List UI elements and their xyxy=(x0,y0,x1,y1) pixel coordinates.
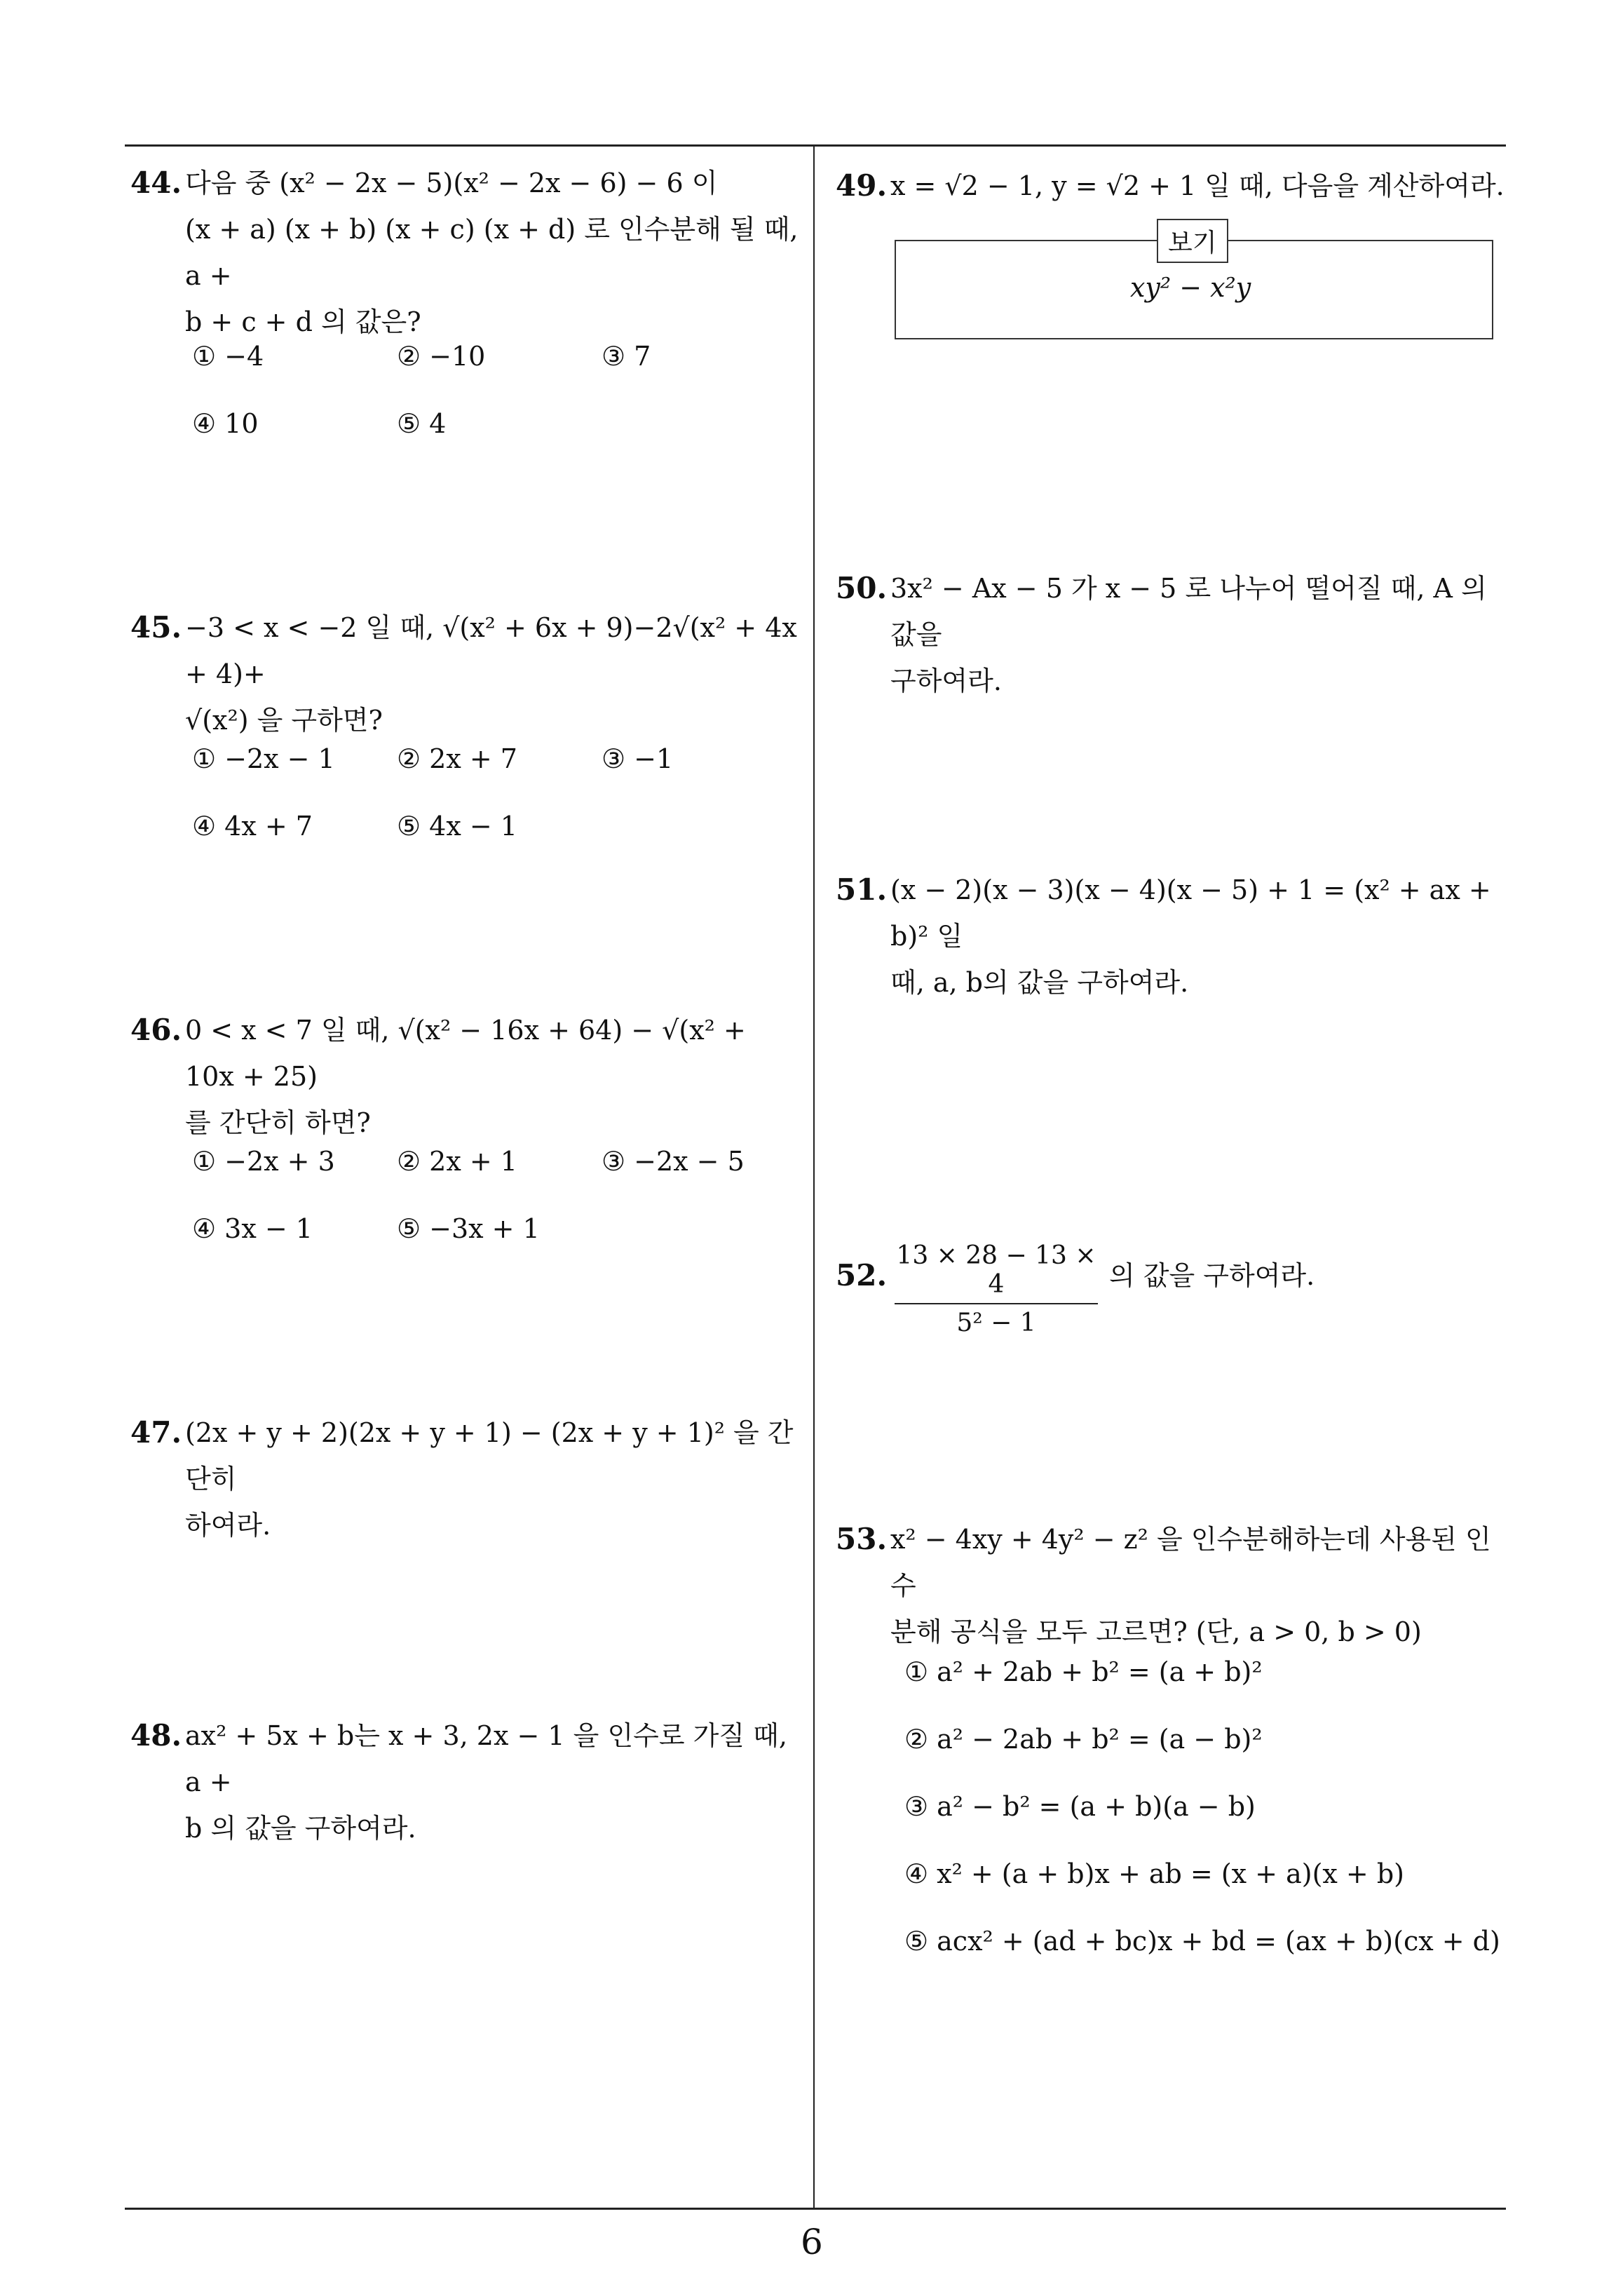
option-4[interactable]: ④ x² + (a + b)x + ab = (x + a)(x + b) xyxy=(904,1858,1404,1889)
fraction xyxy=(895,1241,1098,1337)
option-1[interactable]: ① −2x + 3 xyxy=(192,1146,335,1177)
question-number: 52. xyxy=(836,1258,888,1292)
option-2[interactable]: ② 2x + 1 xyxy=(397,1146,517,1177)
question-number: 48. xyxy=(130,1718,182,1753)
question-51 xyxy=(836,867,1506,1006)
question-47 xyxy=(130,1410,802,1548)
option-3[interactable]: ③ −2x − 5 xyxy=(602,1146,745,1177)
question-number: 44. xyxy=(130,166,182,200)
example-box-expression: xy² − x²y xyxy=(1130,272,1251,303)
question-text-line: 를 간단히 하면? xyxy=(185,1107,371,1138)
bottom-rule xyxy=(125,2208,1506,2210)
question-49 xyxy=(836,163,1506,209)
option-5[interactable]: ⑤ 4x − 1 xyxy=(397,811,517,842)
option-3[interactable]: ③ 7 xyxy=(602,341,651,372)
question-number: 47. xyxy=(130,1415,182,1450)
question-48 xyxy=(130,1713,802,1851)
question-text-line: 다음 중 (x² − 2x − 5)(x² − 2x − 6) − 6 이 xyxy=(185,168,718,198)
question-50 xyxy=(836,565,1506,704)
question-text-line: √(x²) 을 구하면? xyxy=(185,705,383,736)
option-5[interactable]: ⑤ −3x + 1 xyxy=(397,1213,540,1244)
question-text-line: −3 < x < −2 일 때, √(x² + 6x + 9)−2√(x² + 4x + 4)+ xyxy=(185,612,797,689)
question-44 xyxy=(130,160,802,345)
question-text-line: x = √2 − 1, y = √2 + 1 일 때, 다음을 계산하여라. xyxy=(890,170,1505,201)
question-text-line: (2x + y + 2)(2x + y + 1) − (2x + y + 1)² 을 간단히 xyxy=(185,1417,794,1494)
question-number: 53. xyxy=(836,1522,888,1556)
question-number: 51. xyxy=(836,872,888,907)
example-box-title: 보기 xyxy=(1157,219,1228,263)
option-2[interactable]: ② 2x + 7 xyxy=(397,743,517,774)
fraction-numerator: 13 × 28 − 13 × 4 xyxy=(896,1241,1096,1299)
question-text-line: b + c + d 의 값은? xyxy=(185,306,421,337)
fraction-bar xyxy=(895,1303,1098,1304)
top-rule xyxy=(125,144,1506,147)
option-1[interactable]: ① a² + 2ab + b² = (a + b)² xyxy=(904,1656,1263,1687)
option-3[interactable]: ③ −1 xyxy=(602,743,674,774)
question-text-line: (x − 2)(x − 3)(x − 4)(x − 5) + 1 = (x² + ax + b)² 일 xyxy=(890,874,1491,952)
question-text-line: 0 < x < 7 일 때, √(x² − 16x + 64) − √(x² + 10x + 25) xyxy=(185,1015,746,1092)
question-text-line: 구하여라. xyxy=(890,666,1002,696)
question-text-line: x² − 4xy + 4y² − z² 을 인수분해하는데 사용된 인수 xyxy=(890,1524,1491,1601)
question-text-line: ax² + 5x + b는 x + 3, 2x − 1 을 인수로 가질 때, a + xyxy=(185,1720,787,1797)
question-53 xyxy=(836,1516,1506,1655)
page-number: 6 xyxy=(801,2222,823,2262)
question-number: 45. xyxy=(130,610,182,644)
question-45 xyxy=(130,605,802,743)
question-52-tail: 의 값을 구하여라. xyxy=(1109,1260,1315,1291)
option-5[interactable]: ⑤ acx² + (ad + bc)x + bd = (ax + b)(cx + d) xyxy=(904,1926,1500,1957)
option-1[interactable]: ① −4 xyxy=(192,341,264,372)
option-1[interactable]: ① −2x − 1 xyxy=(192,743,335,774)
question-text-line: (x + a) (x + b) (x + c) (x + d) 로 인수분해 될 때, a + xyxy=(185,214,799,291)
question-text-line: b 의 값을 구하여라. xyxy=(185,1813,416,1844)
question-number: 50. xyxy=(836,571,888,605)
option-5[interactable]: ⑤ 4 xyxy=(397,408,447,439)
question-46 xyxy=(130,1007,802,1146)
question-text-line: 하여라. xyxy=(185,1510,271,1541)
fraction-denominator: 5² − 1 xyxy=(956,1309,1036,1337)
option-2[interactable]: ② −10 xyxy=(397,341,486,372)
option-3[interactable]: ③ a² − b² = (a + b)(a − b) xyxy=(904,1791,1256,1822)
question-number: 49. xyxy=(836,168,888,203)
question-text-line: 때, a, b의 값을 구하여라. xyxy=(890,967,1189,998)
question-text-line: 분해 공식을 모두 고르면? (단, a > 0, b > 0) xyxy=(890,1616,1422,1647)
question-text-line: 3x² − Ax − 5 가 x − 5 로 나누어 떨어질 때, A 의 값을 xyxy=(890,573,1487,650)
option-4[interactable]: ④ 3x − 1 xyxy=(192,1213,313,1244)
option-4[interactable]: ④ 4x + 7 xyxy=(192,811,313,842)
option-4[interactable]: ④ 10 xyxy=(192,408,259,439)
column-divider xyxy=(813,146,815,2209)
option-2[interactable]: ② a² − 2ab + b² = (a − b)² xyxy=(904,1724,1263,1755)
question-number: 46. xyxy=(130,1013,182,1047)
